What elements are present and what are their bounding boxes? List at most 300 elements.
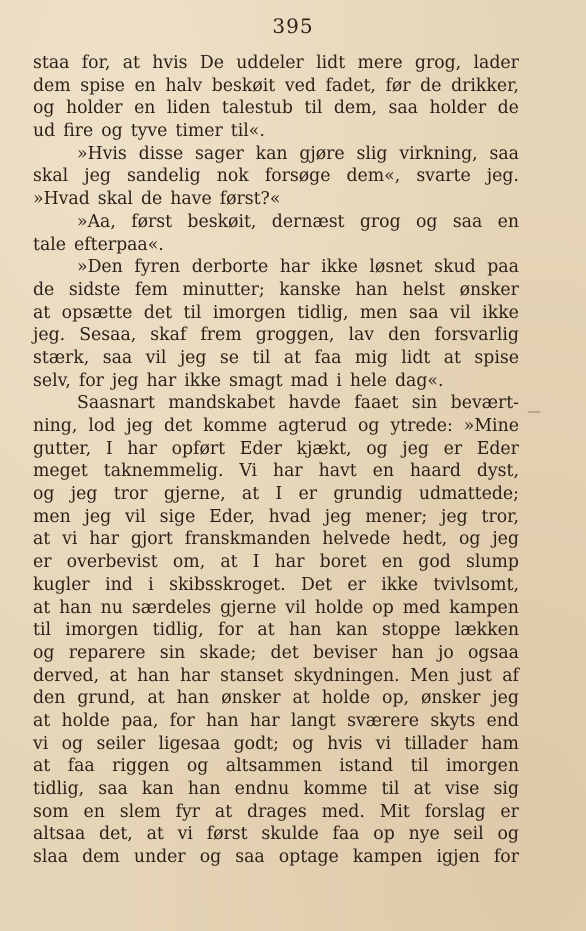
word: sidste (68, 279, 121, 300)
word: frem (200, 325, 242, 346)
word: ytrede: (390, 416, 453, 436)
word: tale (33, 234, 67, 255)
word: gjort (130, 529, 173, 550)
word: faa (332, 824, 360, 845)
word: Eder (239, 438, 282, 459)
word: boret (319, 552, 367, 573)
word: og (61, 733, 84, 754)
word: at (33, 597, 51, 618)
word: det (163, 416, 193, 436)
word: slem (119, 801, 161, 822)
word: ud (33, 121, 56, 142)
word: skal (33, 166, 69, 187)
word: holde (61, 710, 110, 731)
word: sager (195, 143, 244, 164)
word: ligesaa (158, 733, 221, 754)
word: ind (105, 574, 133, 595)
word: reparere (68, 642, 146, 663)
word: grog (359, 211, 401, 232)
word: seiler (96, 733, 146, 754)
text-line (33, 528, 519, 551)
text-line (33, 415, 519, 438)
word: ning, (33, 416, 78, 436)
text-line (33, 574, 519, 597)
word: kan (335, 620, 368, 641)
word: Det (300, 574, 333, 595)
text-line (33, 52, 519, 75)
word: og (199, 847, 222, 868)
word: igjen (436, 847, 480, 868)
word: halv (165, 75, 203, 96)
word: jeg (70, 484, 98, 505)
word: en (381, 552, 404, 573)
word: mad (290, 370, 329, 391)
word: altsammen (225, 756, 322, 777)
word: tyve (130, 121, 168, 142)
word: komme (203, 416, 268, 436)
word: faaet (354, 393, 399, 414)
text-line (33, 75, 519, 98)
text-line (33, 256, 519, 279)
word: som (33, 801, 69, 822)
word: en (83, 801, 105, 822)
word: at (33, 710, 51, 731)
word: drikker, (451, 75, 519, 96)
word: lækken (454, 620, 519, 641)
word: riggen (112, 756, 170, 777)
word: holder (429, 98, 487, 119)
word: talestub (221, 98, 293, 119)
text-line (33, 120, 519, 143)
word: den (388, 325, 421, 346)
word: tidlig, (152, 620, 204, 641)
word: »Aa, (77, 211, 116, 232)
word: vi (33, 733, 49, 754)
word: løsnet (369, 257, 423, 278)
word: han (187, 779, 221, 799)
word: en (134, 98, 156, 119)
word: hvad (268, 506, 311, 527)
word: skibsskroget. (169, 574, 286, 595)
word: jo (438, 642, 454, 663)
text-line (33, 642, 519, 665)
word: liden (166, 98, 211, 119)
word: har (89, 529, 119, 550)
word: havde (288, 393, 341, 414)
word: stærk, (33, 347, 90, 368)
word: slig (356, 143, 388, 164)
word: mener; (365, 506, 428, 527)
word: sin (159, 642, 186, 663)
word: for (78, 370, 104, 391)
word: han (137, 665, 170, 686)
text-line (33, 755, 519, 778)
word: at (292, 688, 310, 709)
word: tillader (404, 733, 468, 754)
word: saa (235, 847, 265, 868)
word: Eder (476, 438, 519, 459)
word: til (183, 302, 202, 323)
word: dem«, (346, 166, 401, 187)
word: »Den (77, 257, 123, 278)
word: seil (453, 824, 484, 845)
word: først?« (219, 189, 281, 210)
word: særdeles (131, 597, 212, 618)
word: at (146, 824, 164, 845)
word: vi (375, 733, 391, 754)
word: stoppe (382, 620, 441, 641)
word: gutter, (33, 438, 92, 459)
word: Men (410, 665, 450, 686)
word: beviser (313, 642, 377, 663)
word: til«. (230, 121, 265, 142)
word: opført (171, 438, 226, 459)
word: skade; (199, 642, 257, 663)
word: de (140, 189, 163, 210)
word: skydningen. (293, 665, 400, 686)
word: jeg (179, 347, 207, 368)
word: saa (409, 302, 439, 323)
word: jeg. (33, 325, 66, 346)
word: ønsker (459, 279, 519, 300)
word: fire (63, 121, 94, 142)
text-line (33, 665, 519, 688)
word: saa (102, 347, 133, 368)
word: de (420, 75, 442, 96)
word: jeg (492, 688, 519, 709)
word: skal (97, 189, 133, 210)
word: I (252, 552, 260, 573)
word: timer (175, 121, 223, 142)
word: at (443, 347, 461, 368)
word: har (180, 665, 210, 686)
word: langt (290, 710, 336, 731)
word: smagt (228, 370, 283, 391)
word: »Mine (463, 416, 519, 436)
word: drages (247, 801, 307, 822)
word: minutter; (182, 279, 265, 300)
word: dem, (333, 98, 378, 119)
word: ønsker (420, 688, 481, 709)
word: han (391, 642, 424, 663)
word: dyst, (476, 461, 519, 482)
word: nok (216, 166, 249, 187)
word: altsaa (33, 824, 86, 845)
margin-mark: — (527, 404, 541, 420)
word: derved, (33, 665, 100, 686)
word: svarte (416, 166, 471, 187)
text-line (33, 165, 519, 188)
word: har (279, 257, 310, 278)
word: om, (172, 552, 206, 573)
word: holde (315, 597, 364, 618)
word: fadet, (325, 75, 376, 96)
word: ikke (482, 302, 519, 323)
word: mig (354, 347, 388, 368)
word: og (459, 529, 481, 550)
word: fyren (134, 257, 181, 278)
text-line (33, 347, 519, 370)
word: og (292, 733, 314, 754)
word: med. (321, 801, 365, 822)
word: at (33, 756, 51, 777)
word: imorgen (65, 620, 139, 641)
word: at (122, 53, 140, 73)
text-line (33, 97, 519, 120)
word: nye (408, 824, 440, 845)
word: han (355, 279, 388, 300)
text-line (33, 483, 519, 506)
text-line (33, 460, 519, 483)
body-text (33, 52, 519, 869)
word: han (288, 620, 322, 641)
word: taknemmelig. (103, 461, 224, 482)
word: er (443, 438, 463, 459)
word: lidt (401, 347, 431, 368)
word: uddeler (236, 53, 304, 73)
word: imorgen (212, 302, 286, 323)
word: ved (284, 75, 316, 96)
word: forslag (424, 801, 486, 822)
text-line (33, 370, 519, 393)
word: nu (100, 597, 123, 618)
word: efterpaa«. (74, 234, 164, 255)
word: hvis (152, 53, 188, 73)
word: under (133, 847, 186, 868)
word: er (298, 484, 318, 505)
text-line (33, 597, 519, 620)
word: er (347, 574, 366, 595)
word: vil (125, 506, 146, 527)
word: dem (33, 75, 71, 96)
word: Mit (379, 801, 410, 822)
word: at (241, 484, 260, 505)
text-line (33, 551, 519, 574)
word: og (101, 121, 123, 142)
word: imorgen (446, 756, 519, 777)
word: først (206, 824, 248, 845)
word: med (402, 597, 441, 618)
word: De (199, 53, 224, 73)
word: end (486, 710, 519, 731)
word: ikke (184, 370, 221, 391)
word: skyts (430, 710, 476, 731)
word: mandskabet (168, 393, 276, 414)
word: spise (80, 75, 125, 96)
word: disse (138, 143, 184, 164)
word: vise (444, 779, 480, 799)
word: tidlig, (33, 779, 85, 799)
word: opsætte (61, 302, 133, 323)
word: spise (474, 347, 519, 368)
word: ogsaa (468, 642, 519, 663)
word: til (252, 347, 271, 368)
word: først (131, 211, 173, 232)
word: skud (434, 257, 476, 278)
word: jeg. (486, 166, 519, 187)
text-line (33, 438, 519, 461)
word: lod (88, 416, 116, 436)
word: jeg (126, 416, 153, 436)
word: men (359, 302, 398, 323)
word: jeg (441, 506, 468, 527)
text-line (33, 778, 519, 801)
word: stanset (220, 665, 284, 686)
word: at (220, 552, 238, 573)
word: til (33, 620, 51, 641)
word: komme (303, 779, 368, 799)
word: for (493, 847, 519, 868)
word: sandelig (126, 166, 201, 187)
word: fem (134, 279, 168, 300)
word: havt (318, 461, 357, 482)
text-line (33, 143, 519, 166)
text-line (33, 506, 519, 529)
text-line (33, 279, 519, 302)
word: vi (177, 824, 193, 845)
word: »Hvad (33, 189, 90, 210)
text-line (33, 710, 519, 733)
word: hvis (327, 733, 363, 754)
word: I (105, 438, 113, 459)
word: i (148, 574, 154, 595)
word: kampen (449, 597, 519, 618)
word: helst (402, 279, 446, 300)
word: overbevist (66, 552, 158, 573)
word: jeg (84, 166, 111, 187)
word: en (497, 211, 519, 232)
word: men (33, 506, 71, 527)
text-line (33, 687, 519, 710)
word: grund, (77, 688, 136, 709)
word: har (272, 461, 303, 482)
word: jeg (492, 529, 519, 550)
word: vil (449, 302, 471, 323)
word: og (416, 211, 438, 232)
word: dag«. (394, 370, 444, 391)
word: grundig (333, 484, 403, 505)
word: og (497, 824, 519, 845)
word: hedt, (402, 529, 448, 550)
word: beskøit (211, 75, 276, 96)
word: hele (349, 370, 387, 391)
word: sværere (347, 710, 420, 731)
word: at (214, 801, 233, 822)
word: kanske (279, 279, 341, 300)
word: agterud (278, 416, 348, 436)
text-line (33, 324, 519, 347)
word: en (372, 461, 394, 482)
word: ønsker (221, 688, 281, 709)
word: jeg (402, 438, 429, 459)
word: godt; (233, 733, 279, 754)
word: kan (255, 143, 288, 164)
word: slaa (33, 847, 69, 868)
word: god (418, 552, 451, 573)
word: groggen, (255, 325, 335, 346)
word: den (33, 688, 66, 709)
word: franskmanden (184, 529, 311, 550)
word: at (283, 347, 302, 368)
word: og (33, 484, 55, 505)
word: op (372, 597, 394, 618)
word: op, (382, 688, 410, 709)
word: de (33, 279, 55, 300)
word: har (146, 370, 177, 391)
word: vi (62, 529, 78, 550)
word: at (109, 665, 127, 686)
text-line (33, 234, 519, 257)
word: skaf (150, 325, 187, 346)
word: har (127, 438, 157, 459)
text-line (33, 211, 519, 234)
word: at (413, 779, 431, 799)
word: han (59, 597, 92, 618)
word: beskøit, (187, 211, 257, 232)
word: for (169, 710, 195, 731)
word: ham (481, 733, 519, 754)
word: Eder, (209, 506, 255, 527)
word: at (33, 302, 51, 323)
word: i (336, 370, 342, 391)
word: for (218, 620, 244, 641)
word: saa (98, 779, 128, 799)
word: staa (33, 53, 70, 73)
word: forsvarlig (434, 325, 519, 346)
word: dernæst (271, 211, 345, 232)
word: og (358, 416, 380, 436)
word: vil (285, 597, 307, 618)
word: til (304, 98, 323, 119)
word: lidt (316, 53, 346, 73)
word: have (170, 189, 212, 210)
word: selv, (33, 370, 71, 391)
word: Sesaa, (79, 325, 137, 346)
text-line (33, 846, 519, 869)
word: istand (339, 756, 394, 777)
word: saa (452, 211, 483, 232)
word: vil (145, 347, 167, 368)
word: tror (113, 484, 148, 505)
word: gjøre (299, 143, 345, 164)
word: paa (487, 257, 519, 278)
word: tidlig, (297, 302, 349, 323)
word: til (381, 779, 400, 799)
word: de (497, 98, 519, 119)
word: at (33, 529, 51, 550)
word: forsøge (264, 166, 331, 187)
text-line (33, 188, 519, 211)
word: I (275, 484, 283, 505)
word: op (373, 824, 395, 845)
word: jeg (84, 506, 112, 527)
word: grog, (414, 53, 462, 73)
text-line (33, 733, 519, 756)
word: saa (489, 143, 519, 164)
word: har (249, 710, 280, 731)
word: se (219, 347, 239, 368)
word: gjerne, (163, 484, 226, 505)
word: kampen (352, 847, 423, 868)
word: at (147, 688, 165, 709)
word: er (500, 801, 519, 822)
word: ikke (381, 574, 418, 595)
word: faa (67, 756, 95, 777)
word: for, (81, 53, 111, 73)
word: bevært- (450, 393, 519, 414)
word: virkning, (399, 143, 478, 164)
word: paa, (121, 710, 159, 731)
